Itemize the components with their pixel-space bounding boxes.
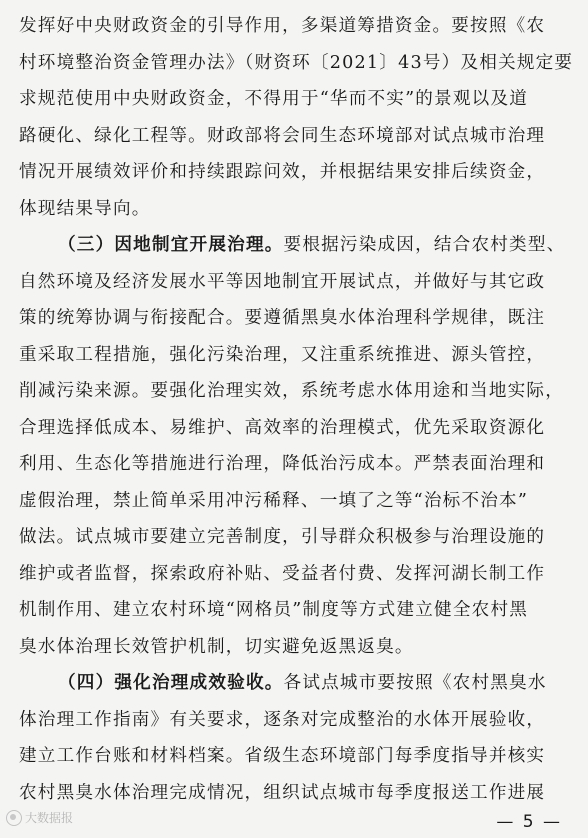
text-line [19,227,574,264]
text-line: 策的统筹协调与衔接配合。要遵循黑臭水体治理科学规律，既注 [19,308,546,328]
text-line: 合理选择低成本、易维护、高效率的治理模式，优先采取资源化 [19,417,546,438]
text-line: 求规范使用中央财政资金，不得用于“华而不实”的景观以及道 [19,89,529,109]
text-run: 各试点城市要按照《农村黑臭水 [283,673,547,693]
text-line: 农村黑臭水体治理完成情况，组织试点城市每季度报送工作进展 [19,782,546,803]
text-line: 体治理工作指南》有关要求，逐条对完成整治的水体开展验收， [19,709,546,730]
text-line: 利用、生态化等措施进行治理，降低治污成本。严禁表面治理和 [19,454,546,474]
text-line: 削减污染来源。要强化治理实效，系统考虑水体用途和当地实际， [19,381,565,401]
watermark-text: 大数据报 [25,811,74,825]
text-line: 重采取工程措施，强化污染治理，又注重系统推进、源头管控， [19,344,546,365]
text-line [19,665,574,702]
paragraph-section-4 [19,665,574,811]
text-line: 维护或者监督，探索政府补贴、受益者付费、发挥河湖长制工作 [19,563,546,584]
text-run: 要根据污染成因，结合农村类型、 [283,235,566,255]
watermark-logo-icon [6,810,22,826]
text-line: 路硬化、绿化工程等。财政部将会同生态环境部对试点城市治理 [19,125,546,146]
section-heading-3: （三）因地制宜开展治理。 [58,234,284,255]
text-line: 建立工作台账和材料档案。省级生态环境部门每季度指导并核实 [19,746,546,766]
body-text [19,8,574,811]
text-line: 虚假治理，禁止简单采用冲污稀释、一填了之等“治标不治本” [19,490,529,511]
section-heading-4: （四）强化治理成效验收。 [58,672,284,693]
text-line: 机制作用、建立农村环境“网格员”制度等方式建立健全农村黑 [19,600,529,620]
text-line: 发挥好中央财政资金的引导作用，多渠道筹措资金。要按照《农 [19,16,546,36]
text-line: 村环境整治资金管理办法》（财资环〔2021〕43号）及相关规定要 [19,52,574,73]
page-number: — 5 — [496,812,562,832]
watermark [6,809,73,826]
paragraph-funding [19,8,574,227]
text-line: 体现结果导向。 [19,198,151,219]
text-line: 情况开展绩效评价和持续跟踪问效，并根据结果安排后续资金， [19,162,546,182]
text-line: 自然环境及经济发展水平等因地制宜开展试点，并做好与其它政 [19,271,546,292]
paragraph-section-3 [19,227,574,665]
text-line: 臭水体治理长效管护机制，切实避免返黑返臭。 [19,636,414,657]
text-line: 做法。试点城市要建立完善制度，引导群众积极参与治理设施的 [19,527,546,547]
